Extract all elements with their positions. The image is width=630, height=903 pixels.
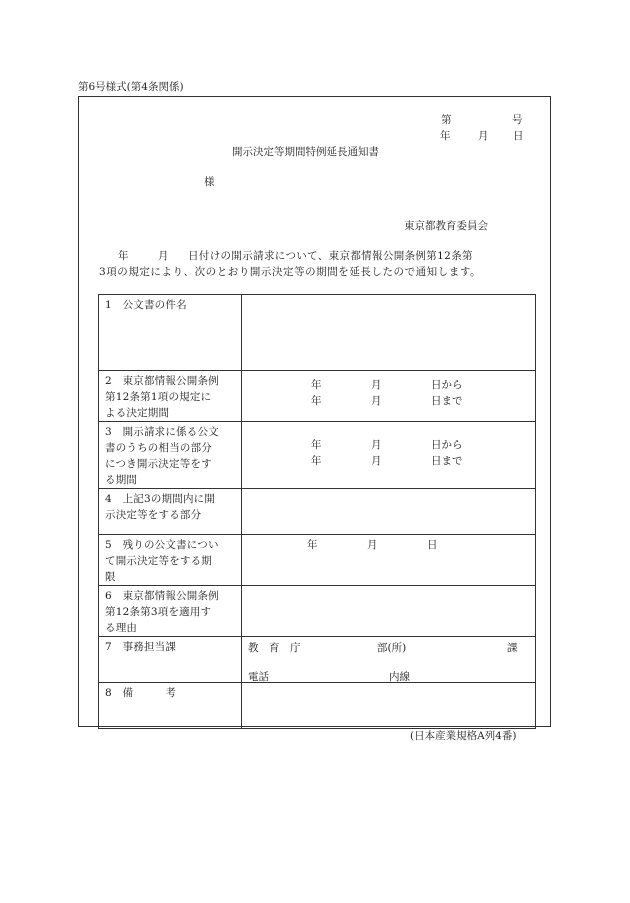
row-value-cell: 年 月 日から 年 月 日まで [242, 422, 536, 489]
table-row [99, 489, 536, 535]
office-phone-label: 電話 [248, 671, 269, 683]
body-year-label: 年 [118, 250, 129, 262]
date-month-label: 月 [478, 130, 489, 142]
office-agency: 教 育 庁 [248, 642, 301, 654]
row-value-cell: 年 月 日 [242, 535, 536, 586]
row-label-cell [99, 637, 242, 683]
office-extension-label: 内線 [389, 671, 410, 683]
issuer-name: 東京都教育委員会 [404, 220, 488, 232]
row-label: 2 東京都情報公開条例 第12条第1項の規定に よる決定期間 [105, 375, 219, 419]
table-row [99, 683, 536, 729]
row-label: 8 備 考 [105, 687, 177, 699]
table-row [99, 371, 536, 422]
addressee-suffix: 様 [204, 176, 215, 188]
document-number-prefix: 第 [441, 114, 452, 126]
office-cell [242, 637, 536, 683]
row-label: 3 開示請求に係る公文 書のうちの相当の部分 につき開示決定等をす る期間 [105, 426, 219, 486]
table-row [99, 586, 536, 637]
table-row [99, 637, 536, 683]
office-section: 課 [507, 642, 518, 654]
form-number-label: 第6号様式(第4条関係) [78, 81, 184, 93]
date-day-label: 日 [513, 130, 524, 142]
table-row [99, 422, 536, 489]
row-label-cell [99, 422, 242, 489]
row-label-cell [99, 683, 242, 729]
paper-size-note: (日本産業規格A列4番) [410, 730, 517, 742]
row-label: 4 上記3の期間内に開 示決定等をする部分 [105, 493, 216, 521]
notice-table [98, 294, 536, 729]
row-value-cell [242, 295, 536, 371]
table-row [99, 295, 536, 371]
row-label: 5 残りの公文書につい て開示決定等をする期 限 [105, 539, 219, 583]
row-label: 1 公文書の件名 [105, 299, 187, 311]
row-label-cell [99, 295, 242, 371]
body-month-label: 月 [158, 250, 169, 262]
row-label-cell [99, 586, 242, 637]
row-value-cell: 年 月 日から 年 月 日まで [242, 371, 536, 422]
row-label-cell [99, 489, 242, 535]
body-text-line2: 3項の規定により、次のとおり開示決定等の期間を延長したので通知します。 [99, 266, 482, 278]
office-department: 部(所) [377, 642, 407, 654]
row-label-cell [99, 371, 242, 422]
body-text-line1: 日付けの開示請求について、東京都情報公開条例第12条第 [188, 250, 473, 262]
date-year-label: 年 [440, 130, 451, 142]
document-number-suffix: 号 [512, 114, 523, 126]
table-row [99, 535, 536, 586]
row-value-cell [242, 683, 536, 729]
row-label-cell [99, 535, 242, 586]
row-label: 7 事務担当課 [105, 641, 177, 653]
row-value-cell [242, 586, 536, 637]
row-label: 6 東京都情報公開条例 第12条第3項を適用す る理由 [105, 590, 219, 634]
row-value-cell [242, 489, 536, 535]
document-title: 開示決定等期間特例延長通知書 [232, 146, 379, 158]
